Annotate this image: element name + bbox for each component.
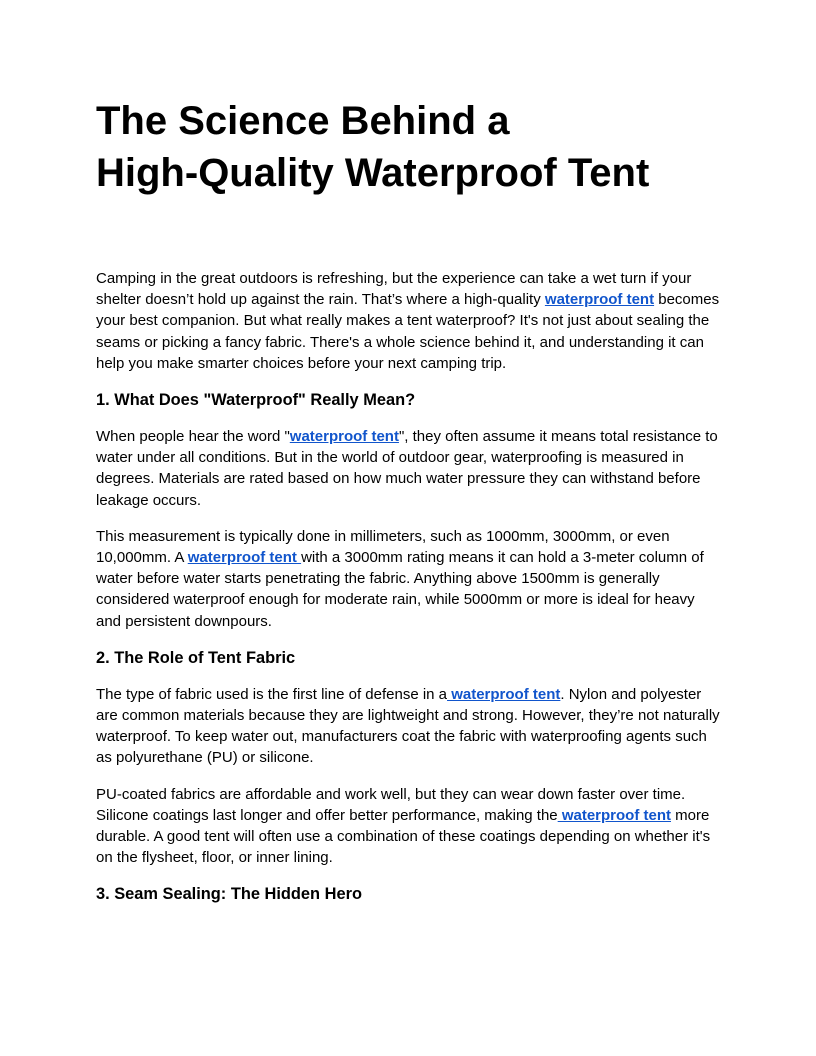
intro-paragraph xyxy=(96,268,721,374)
s2p2-text-2: more durable. A good tent will often use a combination of these coatings depending on whether it's on the flysheet, floor, or inner lining. xyxy=(96,806,711,867)
section-2-paragraph-1 xyxy=(96,684,721,769)
s1p2-text-1: This measurement is typically done in millimeters, such as 1000mm, 3000mm, or even 10,000mm. A xyxy=(96,527,670,567)
section-1-paragraph-2 xyxy=(96,526,721,632)
section-2-paragraph-2 xyxy=(96,784,721,869)
s2p1-waterproof-tent-link[interactable]: waterproof tent xyxy=(447,685,561,703)
article-body xyxy=(96,268,721,920)
title-line-1: The Science Behind a xyxy=(96,99,510,143)
s1p1-waterproof-tent-link[interactable]: waterproof tent xyxy=(289,428,399,446)
intro-text-2: becomes your best companion. But what really makes a tent waterproof? It's not just about sealing the seams or picking a fancy fabric. There's a whole science behind it, and understanding it can help you make smarter choices before your next camping trip. xyxy=(96,291,720,372)
page-title xyxy=(96,95,736,199)
section-1-heading: 1. What Does "Waterproof" Really Mean? xyxy=(96,391,416,410)
intro-text-1: Camping in the great outdoors is refreshing, but the experience can take a wet turn if your shelter doesn’t hold up against the rain. That’s where a high-quality xyxy=(96,270,692,309)
s1p1-text-1: When people hear the word " xyxy=(96,428,290,446)
section-1-paragraph-1 xyxy=(96,426,721,511)
s1p2-waterproof-tent-link[interactable]: waterproof tent xyxy=(187,549,302,567)
s2p2-waterproof-tent-link[interactable]: waterproof tent xyxy=(557,806,671,824)
s1p1-text-2: ", they often assume it means total resistance to water under all conditions. But in the world of outdoor gear, waterproofing is measured in degrees. Materials are rated based on how much water pressure they can withstand before leakage occurs. xyxy=(96,428,718,509)
section-2-heading: 2. The Role of Tent Fabric xyxy=(96,648,296,667)
s2p1-text-2: . Nylon and polyester are common materials because they are lightweight and strong. However, they’re not naturally waterproof. To keep water out, manufacturers coat the fabric with waterproofing agents such as polyurethane (PU) or silicone. xyxy=(96,685,720,767)
s2p2-text-1: PU-coated fabrics are affordable and work well, but they can wear down faster over time. Silicone coatings last longer and offer better performance, making the xyxy=(96,785,686,824)
intro-waterproof-tent-link[interactable]: waterproof tent xyxy=(544,291,655,309)
title-line-2: High-Quality Waterproof Tent xyxy=(96,151,650,195)
s2p1-text-1: The type of fabric used is the first line of defense in a xyxy=(96,685,448,703)
section-3-heading: 3. Seam Sealing: The Hidden Hero xyxy=(96,885,362,904)
s1p2-text-2: with a 3000mm rating means it can hold a 3-meter column of water before water starts penetrating the fabric. Anything above 1500mm is generally considered waterproof enough for moderate rain, while 5000mm or more is ideal for heavy and persistent downpours. xyxy=(96,549,704,630)
